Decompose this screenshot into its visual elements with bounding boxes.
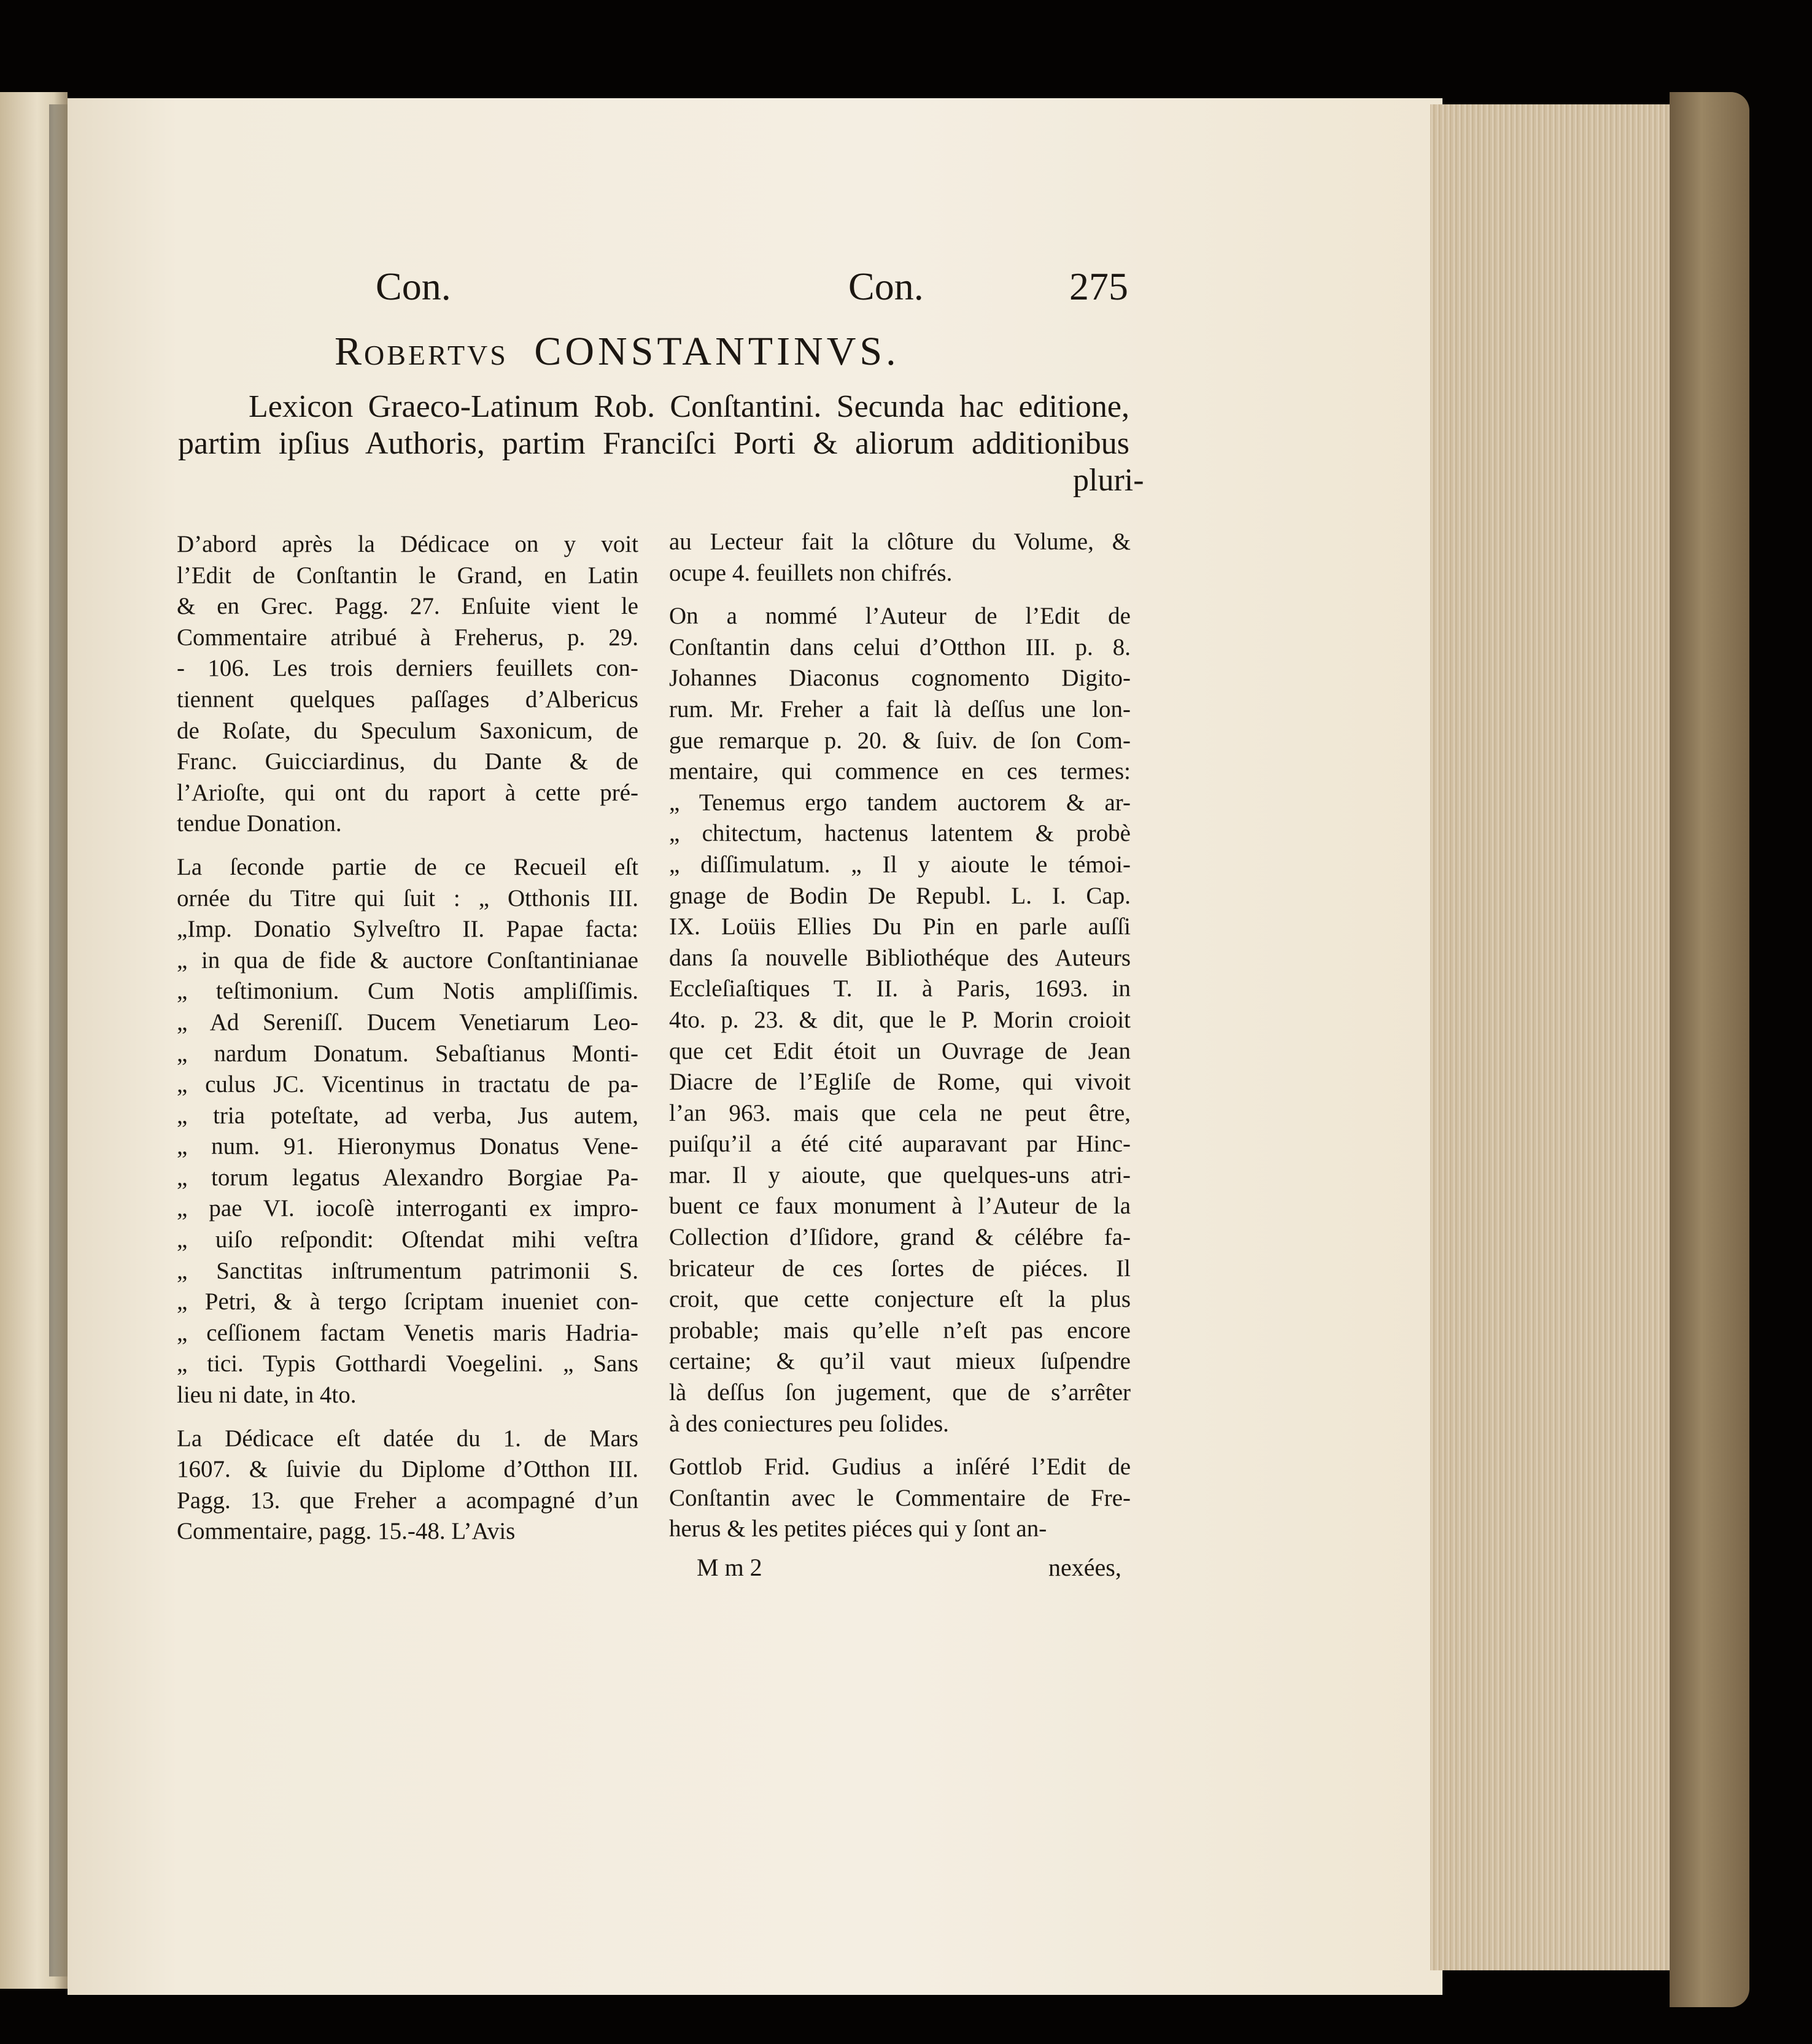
text-line: „ Petri, & à tergo ſcriptam inueniet con- (177, 1288, 638, 1315)
text-line: Conſtantin avec le Commentaire de Fre- (669, 1484, 1131, 1511)
text-line: dans ſa nouvelle Bibliothéque des Auteurs (669, 944, 1131, 971)
text-line: croit, que cette conjecture eſt la plus (669, 1286, 1131, 1313)
text-line: gue remarque p. 20. & ſuiv. de ſon Com- (669, 727, 1131, 754)
entry-title-author: Robertvs (335, 329, 508, 374)
text-line: Franc. Guicciardinus, du Dante & de (177, 748, 638, 775)
text-line: „ num. 91. Hieronymus Donatus Vene- (177, 1133, 638, 1160)
text-line: „Imp. Donatio Sylveſtro II. Papae facta: (177, 916, 638, 943)
text-line: - 106. Les trois derniers feuillets con- (177, 655, 638, 682)
lexicon-line: Lexicon Graeco-Latinum Rob. Conſtantini. Secunda hac editione, (249, 389, 1129, 424)
text-line: „ Sanctitas inſtrumentum patrimonii S. (177, 1257, 638, 1284)
text-line: certaine; & qu’il vaut mieux ſuſpendre (669, 1348, 1131, 1375)
text-line: 1607. & ſuivie du Diplome d’Otthon III. (177, 1456, 638, 1483)
text-line: „ Tenemus ergo tandem auctorem & ar- (669, 789, 1131, 816)
text-line: Conſtantin dans celui d’Otthon III. p. 8. (669, 633, 1131, 660)
left-text-column (177, 529, 638, 1547)
text-line: ornée du Titre qui ſuit : „ Otthonis III. (177, 885, 638, 912)
text-line: „ teſtimonium. Cum Notis ampliſſimis. (177, 978, 638, 1005)
text-line: Pagg. 13. que Freher a acompagné d’un (177, 1487, 638, 1514)
paragraph-gap (177, 840, 638, 852)
entry-title-surname: CONSTANTINVS. (534, 329, 900, 374)
page-number: 275 (1069, 265, 1128, 308)
text-line: „ in qua de fide & auctore Conſtantinianae (177, 947, 638, 974)
running-head-left: Con. (376, 265, 451, 308)
text-line: On a nommé l’Auteur de l’Edit de (669, 603, 1131, 630)
text-line: Johannes Diaconus cognomento Digito- (669, 665, 1131, 692)
text-line: „ torum legatus Alexandro Borgiae Pa- (177, 1164, 638, 1191)
text-line: ocupe 4. feuillets non chifrés. (669, 559, 953, 586)
text-line: puiſqu’il a été cité auparavant par Hinc- (669, 1131, 1131, 1158)
text-line: l’Edit de Conſtantin le Grand, en Latin (177, 562, 638, 589)
text-line: l’an 963. mais que cela ne peut être, (669, 1099, 1131, 1126)
text-line: au Lecteur fait la clôture du Volume, & (669, 528, 1131, 555)
book-cover-edge (1670, 92, 1749, 2007)
right-text-column (669, 527, 1131, 1545)
text-line: „ ceſſionem factam Venetis maris Hadria- (177, 1319, 638, 1346)
text-line: de Roſate, du Speculum Saxonicum, de (177, 717, 638, 744)
text-line: probable; mais qu’elle n’eſt pas encore (669, 1317, 1131, 1344)
text-line: Eccleſiaſtiques T. II. à Paris, 1693. in (669, 975, 1131, 1002)
text-line: tiennent quelques paſſages d’Albericus (177, 686, 638, 713)
paragraph-gap (177, 1411, 638, 1423)
text-line: mar. Il y aioute, que quelques-uns atri- (669, 1161, 1131, 1188)
text-line: rum. Mr. Freher a fait là deſſus une lon- (669, 695, 1131, 722)
text-line: IX. Loüis Ellies Du Pin en parle auſſi (669, 913, 1131, 940)
text-line: Commentaire, pagg. 15.-48. L’Avis (177, 1518, 516, 1545)
text-line: & en Grec. Pagg. 27. Enſuite vient le (177, 593, 638, 620)
page-edges (1430, 104, 1687, 1970)
text-line: que cet Edit étoit un Ouvrage de Jean (669, 1037, 1131, 1064)
text-line: „ tria poteſtate, ad verba, Jus autem, (177, 1102, 638, 1129)
text-line: Diacre de l’Egliſe de Rome, qui vivoit (669, 1069, 1131, 1096)
text-line: „ Ad Sereniſſ. Ducem Venetiarum Leo- (177, 1008, 638, 1036)
paragraph-gap (669, 589, 1131, 601)
lexicon-catchword: pluri- (1073, 463, 1144, 498)
text-line: „ nardum Donatum. Sebaſtianus Monti- (177, 1040, 638, 1067)
text-line: Collection d’Iſidore, grand & célébre fa- (669, 1224, 1131, 1251)
signature-mark: M m 2 (697, 1554, 762, 1581)
lexicon-line: partim ipſius Authoris, partim Franciſci Porti & aliorum additionibus (178, 426, 1129, 461)
text-line: Commentaire atribué à Freherus, p. 29. (177, 624, 638, 651)
text-line: La ſeconde partie de ce Recueil eſt (177, 853, 638, 880)
text-line: „ diſſimulatum. „ Il y aioute le témoi- (669, 851, 1131, 878)
text-line: l’Arioſte, qui ont du raport à cette pré- (177, 779, 638, 806)
text-line: tendue Donation. (177, 810, 342, 837)
paragraph-gap (669, 1439, 1131, 1452)
text-line: „ pae VI. iocoſè interroganti ex impro- (177, 1195, 638, 1222)
text-line: „ culus JC. Vicentinus in tractatu de pa- (177, 1071, 638, 1098)
entry-title (335, 328, 900, 375)
text-line: herus & les petites piéces qui y ſont an- (669, 1516, 1047, 1543)
text-line: mentaire, qui commence en ces termes: (669, 758, 1131, 785)
catchword: nexées, (1048, 1554, 1121, 1581)
text-line: 4to. p. 23. & dit, que le P. Morin croioit (669, 1006, 1131, 1033)
text-line: lieu ni date, in 4to. (177, 1382, 357, 1409)
text-line: D’abord après la Dédicace on y voit (177, 531, 638, 557)
text-line: „ uiſo reſpondit: Oſtendat mihi veſtra (177, 1226, 638, 1253)
text-line: buent ce faux monument à l’Auteur de la (669, 1193, 1131, 1220)
text-line: à des coniectures peu ſolides. (669, 1410, 949, 1437)
text-line: „ tici. Typis Gotthardi Voegelini. „ Sans (177, 1350, 638, 1377)
text-line: bricateur de ces ſortes de piéces. Il (669, 1255, 1131, 1282)
text-line: „ chitectum, hactenus latentem & probè (669, 820, 1131, 847)
text-line: gnage de Bodin De Republ. L. I. Cap. (669, 882, 1131, 909)
text-line: là deſſus ſon jugement, que de s’arrêter (669, 1379, 1131, 1406)
running-head-center: Con. (848, 265, 924, 308)
text-line: Gottlob Frid. Gudius a inſéré l’Edit de (669, 1454, 1131, 1481)
text-line: La Dédicace eſt datée du 1. de Mars (177, 1425, 638, 1452)
